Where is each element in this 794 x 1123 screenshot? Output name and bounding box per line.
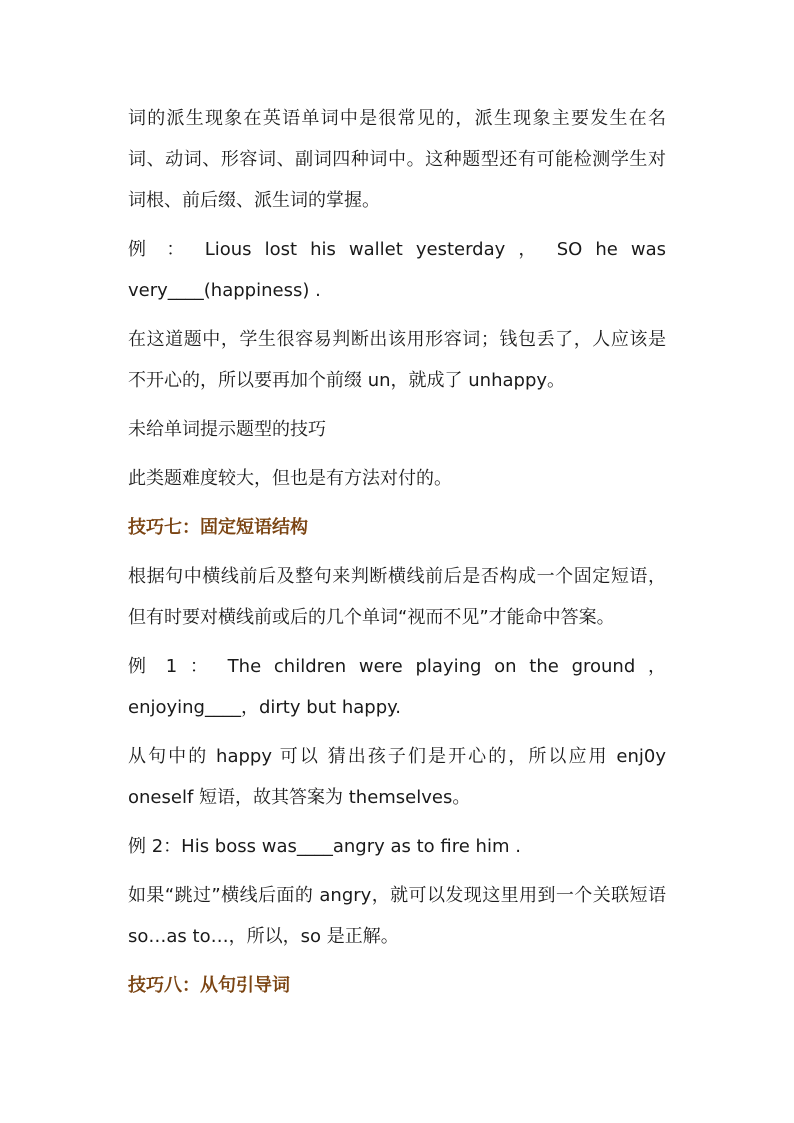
paragraph-derivation-intro: 词的派生现象在英语单词中是很常见的，派生现象主要发生在名词、动词、形容词、副词四种词中。这种题型还有可能检测学生对词根、前后缀、派生词的掌握。 — [128, 108, 666, 211]
document-body — [128, 98, 666, 1014]
paragraph-no-hint-desc: 此类题难度较大，但也是有方法对付的。 — [128, 468, 452, 489]
paragraph-fixed-phrase-desc: 根据句中横线前后及整句来判断横线前后是否构成一个固定短语，但有时要对横线前或后的几个单词“视而不见”才能命中答案。 — [128, 566, 666, 628]
paragraph-example-1: 例 1 ： The children were playing on the ground ， enjoying____，dirty but happy. — [128, 656, 666, 718]
paragraph-example-lious: 例 ： Lious lost his wallet yesterday ， SO he was very____(happiness) . — [128, 239, 666, 301]
paragraph-example-2: 例 2：His boss was____angry as to fire him . — [128, 836, 521, 857]
heading-tip-seven: 技巧七：固定短语结构 — [128, 517, 308, 538]
paragraph-example-2-explanation: 如果“跳过”横线后面的 angry，就可以发现这里用到一个关联短语 so…as to…，所以，so 是正解。 — [128, 885, 666, 947]
paragraph-example-1-explanation: 从句中的 happy 可以 猜出孩子们是开心的，所以应用 enj0y oneself 短语，故其答案为 themselves。 — [128, 746, 666, 808]
heading-tip-eight: 技巧八：从句引导词 — [128, 975, 290, 996]
paragraph-example-explanation: 在这道题中，学生很容易判断出该用形容词；钱包丢了，人应该是不开心的，所以要再加个前缀 un，就成了 unhappy。 — [128, 329, 666, 391]
paragraph-no-hint-title: 未给单词提示题型的技巧 — [128, 419, 326, 440]
